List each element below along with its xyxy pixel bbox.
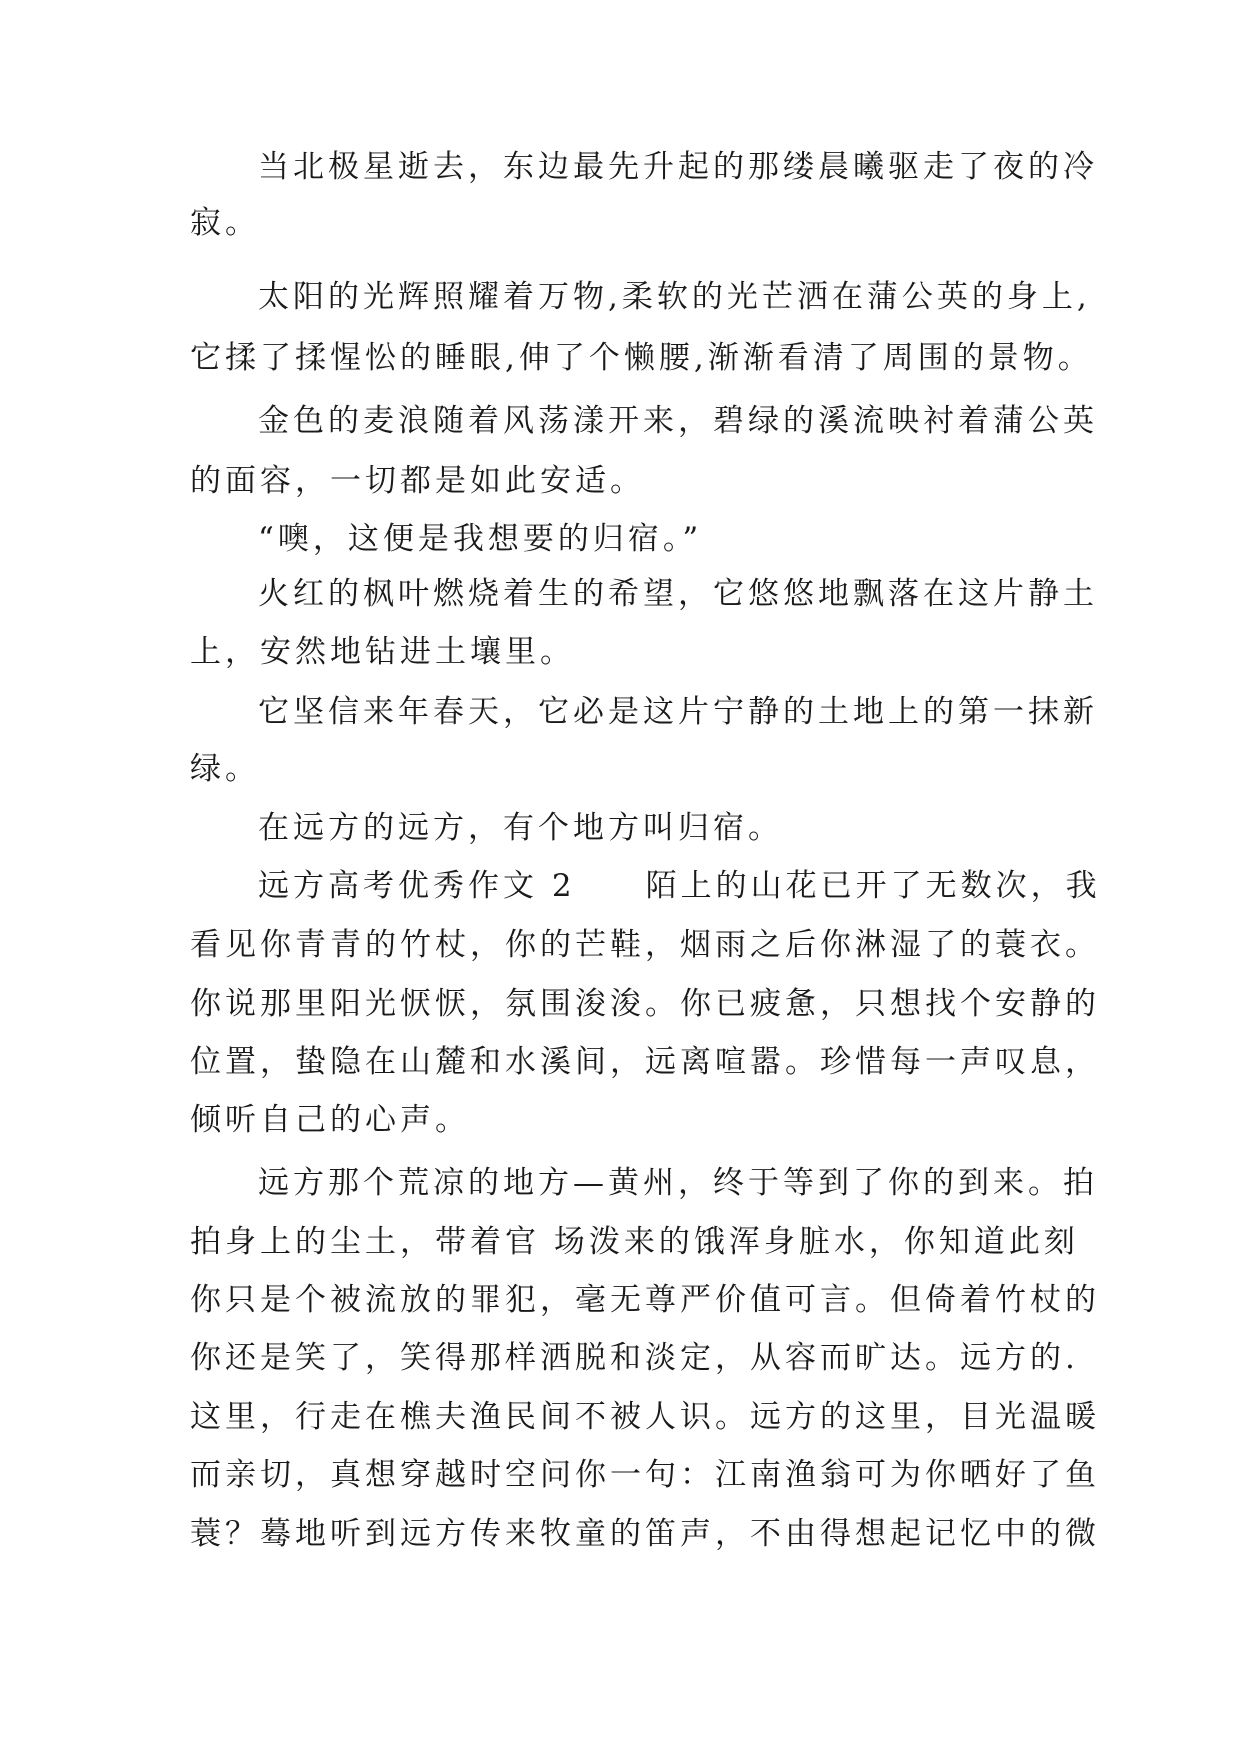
text-line: 在远方的远方，有个地方叫归宿。 (258, 810, 783, 846)
text-line: 拍身上的尘土，带着官 场泼来的饿浑身脏水，你知道此刻 (190, 1224, 1079, 1260)
text-line: 你还是笑了，笑得那样洒脱和淡定，从容而旷达。远方的. (190, 1340, 1079, 1376)
text-line: 它揉了揉惺忪的睡眼,伸了个懒腰,渐渐看清了周围的景物。 (190, 340, 1093, 376)
text-line: 的面容，一切都是如此安适。 (190, 463, 645, 499)
text-line: 绿。 (190, 751, 260, 787)
text-line: 这里，行走在樵夫渔民间不被人识。远方的这里，目光温暖 (190, 1399, 1100, 1435)
text-line: 而亲切，真想穿越时空问你一句：江南渔翁可为你晒好了鱼 (190, 1457, 1100, 1493)
text-line: 太阳的光辉照耀着万物,柔软的光芒洒在蒲公英的身上, (258, 279, 1091, 315)
text-line: 蓑？蓦地听到远方传来牧童的笛声，不由得想起记忆中的微 (190, 1516, 1100, 1552)
text-line: 位置，蛰隐在山麓和水溪间，远离喧嚣。珍惜每一声叹息， (190, 1044, 1100, 1080)
text-line: 它坚信来年春天，它必是这片宁静的土地上的第一抹新 (258, 694, 1098, 730)
text-line: 看见你青青的竹杖，你的芒鞋，烟雨之后你淋湿了的蓑衣。 (190, 927, 1100, 963)
text-line: 远方高考优秀作文 2 陌上的山花已开了无数次，我 (258, 868, 1101, 904)
text-line: 金色的麦浪随着风荡漾开来，碧绿的溪流映衬着蒲公英 (258, 403, 1098, 439)
text-line: 当北极星逝去，东边最先升起的那缕晨曦驱走了夜的冷 (258, 149, 1098, 185)
text-line: 倾听自己的心声。 (190, 1102, 470, 1138)
text-line: 火红的枫叶燃烧着生的希望，它悠悠地飘落在这片静土 (258, 576, 1098, 612)
text-line: 你说那里阳光恹恹，氛围浚浚。你已疲惫，只想找个安静的 (190, 986, 1100, 1022)
text-line: 你只是个被流放的罪犯，毫无尊严价值可言。但倚着竹杖的 (190, 1282, 1100, 1318)
text-line: “噢，这便是我想要的归宿。” (258, 521, 703, 557)
text-line: 上，安然地钻进土壤里。 (190, 634, 575, 670)
text-line: 寂。 (190, 205, 260, 241)
text-line: 远方那个荒凉的地方—黄州，终于等到了你的到来。拍 (258, 1165, 1098, 1201)
